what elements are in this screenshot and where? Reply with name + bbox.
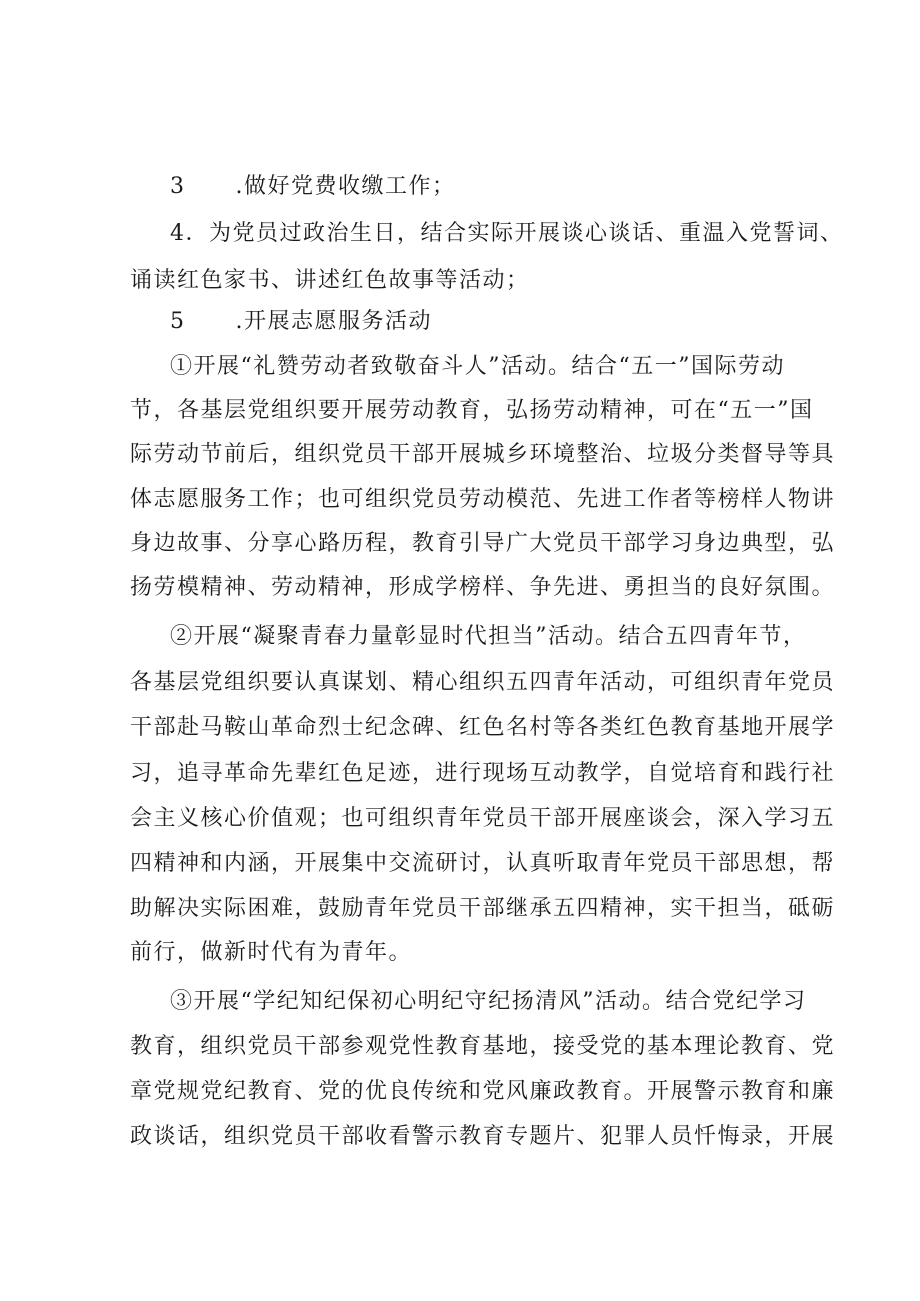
para-2-line: 四精神和内涵，开展集中交流研讨，认真听取青年党员干部思想，帮 xyxy=(130,851,836,876)
item-3 xyxy=(170,172,810,202)
para-3-line: 章党规党纪教育、党的优良传统和党风廉政教育。开展警示教育和廉 xyxy=(130,1079,836,1104)
item-5-number: 5 xyxy=(170,309,186,334)
para-1-line: 扬劳模精神、劳动精神，形成学榜样、争先进、勇担当的良好氛围。 xyxy=(130,575,836,600)
para-1-line: 节，各基层党组织要开展劳动教育，弘扬劳动精神，可在“五一”国 xyxy=(130,398,814,423)
para-3-line: 政谈话，组织党员干部收看警示教育专题片、犯罪人员忏悔录，开展 xyxy=(130,1124,836,1149)
para-2-line: 习，追寻革命先辈红色足迹，进行现场互动教学，自觉培育和践行社 xyxy=(130,761,836,786)
item-4-line-1: 4．为党员过政治生日，结合实际开展谈心谈话、重温入党誓词、 xyxy=(170,221,844,246)
item-3-number: 3 xyxy=(170,174,186,199)
para-2-line: 干部赴马鞍山革命烈士纪念碑、红色名村等各类红色教育基地开展学 xyxy=(130,715,836,740)
para-2-line: 前行，做新时代有为青年。 xyxy=(130,940,413,965)
para-1-line: 体志愿服务工作；也可组织党员劳动模范、先进工作者等榜样人物讲 xyxy=(130,487,836,512)
item-5-text: .开展志愿服务活动 xyxy=(235,309,432,334)
para-2-line: 会主义核心价值观；也可组织青年党员干部开展座谈会，深入学习五 xyxy=(130,806,836,831)
item-5 xyxy=(170,307,810,337)
para-1-line: ①开展“礼赞劳动者致敬奋斗人”活动。结合“五一”国际劳动 xyxy=(170,354,785,379)
para-2-line: ②开展“凝聚青春力量彰显时代担当”活动。结合五四青年节， xyxy=(170,624,807,649)
para-2-line: 各基层党组织要认真谋划、精心组织五四青年活动，可组织青年党员 xyxy=(130,670,836,695)
para-3-line: ③开展“学纪知纪保初心明纪守纪扬清风”活动。结合党纪学习 xyxy=(170,989,807,1014)
para-1-line: 际劳动节前后，组织党员干部开展城乡环境整治、垃圾分类督导等具 xyxy=(130,442,836,467)
para-1-line: 身边故事、分享心路历程，教育引导广大党员干部学习身边典型，弘 xyxy=(130,531,836,556)
item-3-text: .做好党费收缴工作； xyxy=(235,174,456,199)
para-3-line: 教育，组织党员干部参观党性教育基地，接受党的基本理论教育、党 xyxy=(130,1034,836,1059)
para-2-line: 助解决实际困难，鼓励青年党员干部继承五四精神，实干担当，砥砺 xyxy=(130,896,836,921)
item-4-line-2: 诵读红色家书、讲述红色故事等活动； xyxy=(130,268,530,293)
